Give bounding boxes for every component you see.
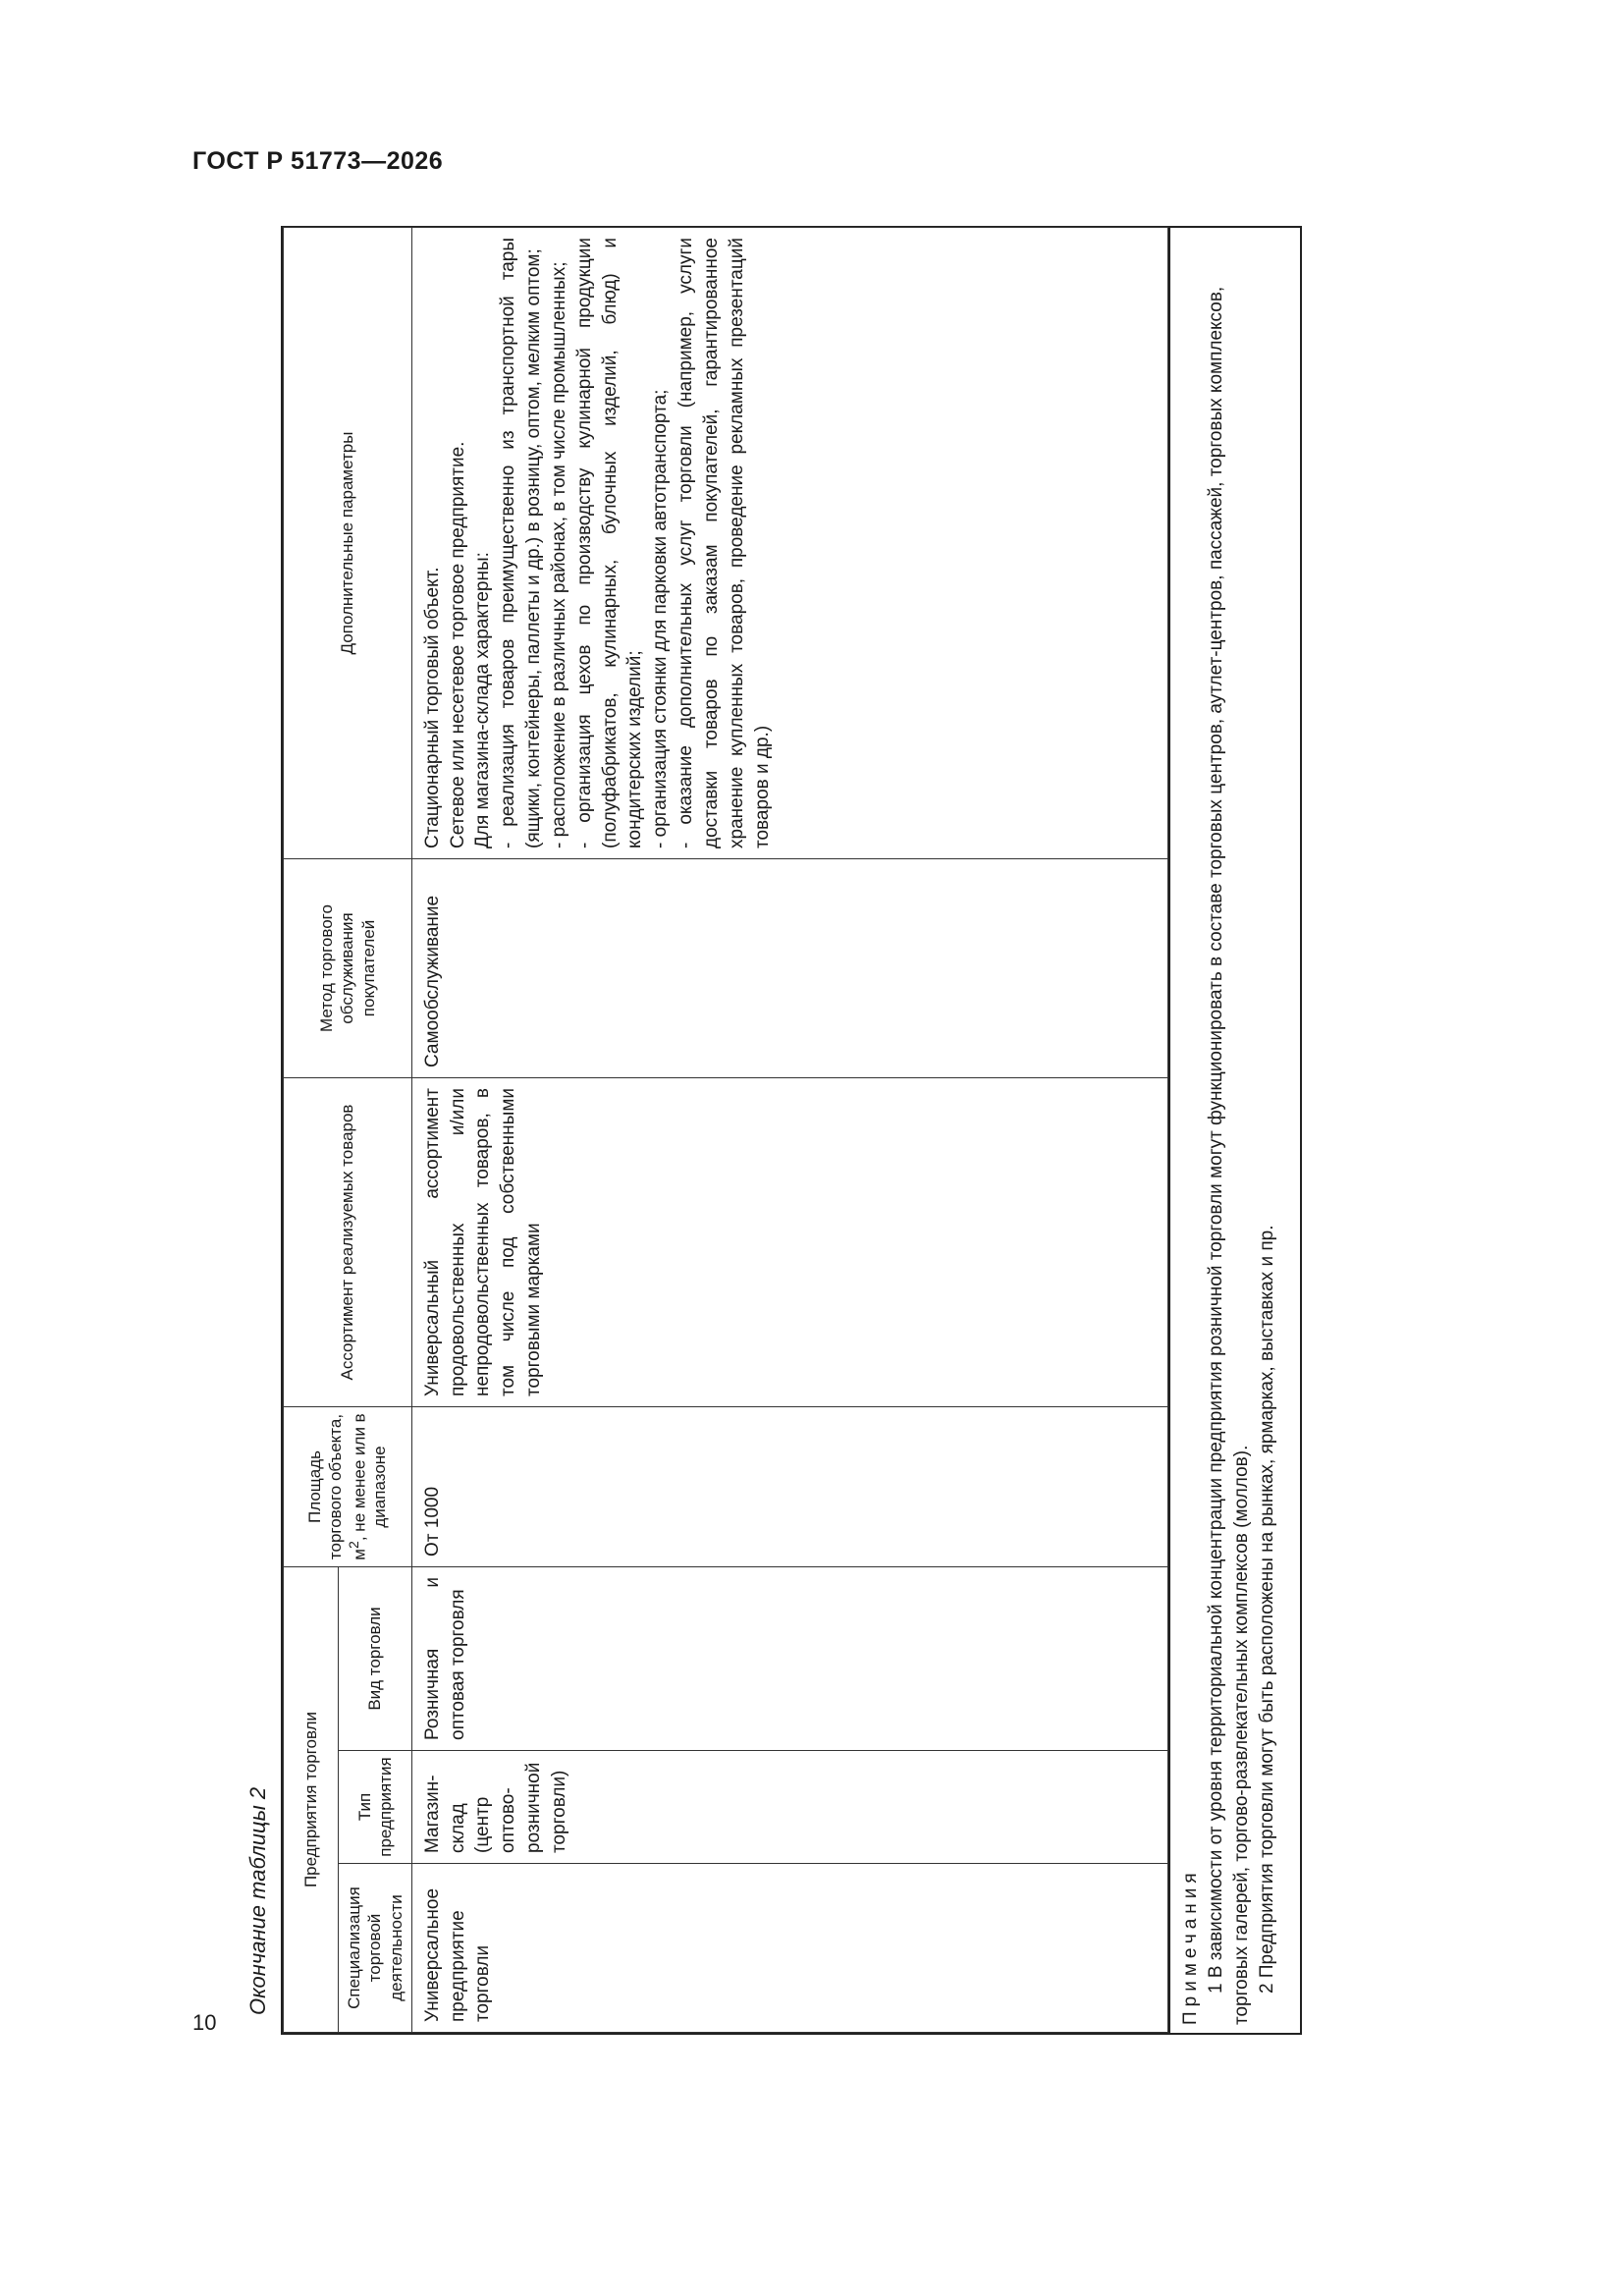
header-enterprises: Предприятия торговли (284, 1567, 339, 2033)
table-row (411, 228, 1167, 2033)
cell-trade-kind: Розничная и оптовая торговля (411, 1567, 1167, 1751)
header-row-group (284, 228, 339, 2033)
header-area: Площадь торгового объекта, $м^2$, не менее или в диапазоне (284, 1407, 412, 1567)
note-item: 2 Предприятия торговли могут быть расположены на рынках, ярмарках, выставках и пр. (1257, 1225, 1278, 1994)
header-trade-kind: Вид торговли (339, 1567, 412, 1751)
cell-service-method: Самообслуживание (411, 859, 1167, 1078)
param-line: - оказание дополнительных услуг торговли (например, услуги доставки товаров по заказам покупателей, гарантированное хранение купленных товаров, проведение рекламных презентаций товаров и др.) (676, 238, 773, 848)
cell-additional-params (411, 228, 1167, 859)
header-type: Тип предприятия (339, 1751, 412, 1864)
classification-table (283, 227, 1168, 2033)
cell-assortment: Универсальный ассортимент продовольственных и/или непродовольственных товаров, в том числе под собственными торговыми марками (411, 1078, 1167, 1407)
note-item: 1 В зависимости от уровня территориальной концентрации предприятия розничной торговли могут функционировать в составе торговых центров, аутлет-центров, пассажей, торговых комплексов, торговых галерей, торгово-развлекательных комплексов (моллов). (1205, 286, 1253, 2025)
table-notes (1168, 228, 1287, 2033)
page-number: 10 (192, 2010, 217, 2035)
document-header: ГОСТ Р 51773—2026 (192, 147, 444, 175)
header-specialization: Специализация торговой деятельности (339, 1864, 412, 2033)
cell-area: От 1000 (411, 1407, 1167, 1567)
cell-specialization: Универсальное предприятие торговли (411, 1864, 1167, 2033)
param-line: Для магазина-склада характерны: (472, 552, 494, 848)
header-service-method: Метод торгового обслуживания покупателей (284, 859, 412, 1078)
cell-type: Магазин-склад (центр оптово-розничной торговли) (411, 1751, 1167, 1864)
param-line: - реализация товаров преимущественно из транспортной тары (ящики, контейнеры, паллеты и др.) в розницу, оптом, мелким оптом; (498, 238, 545, 848)
rotated-table-block (245, 226, 1302, 2035)
param-line: Сетевое или несетевое торговое предприятие. (447, 441, 468, 848)
table-caption: Окончание таблицы 2 (245, 1786, 270, 2015)
param-line: - организация стоянки для парковки автотранспорта; (650, 389, 672, 848)
header-assortment: Ассортимент реализуемых товаров (284, 1078, 412, 1407)
param-line: - расположение в различных районах, в том числе промышленных; (548, 261, 569, 848)
notes-title: Примечания (1179, 1868, 1201, 2025)
param-line: - организация цехов по производству кулинарной продукции (полуфабрикатов, кулинарных, булочных изделий, блюд) и кондитерских изделий; (573, 238, 646, 848)
param-line: Стационарный торговый объект. (421, 567, 443, 848)
header-additional-params: Дополнительные параметры (284, 228, 412, 859)
table-frame (281, 226, 1302, 2035)
